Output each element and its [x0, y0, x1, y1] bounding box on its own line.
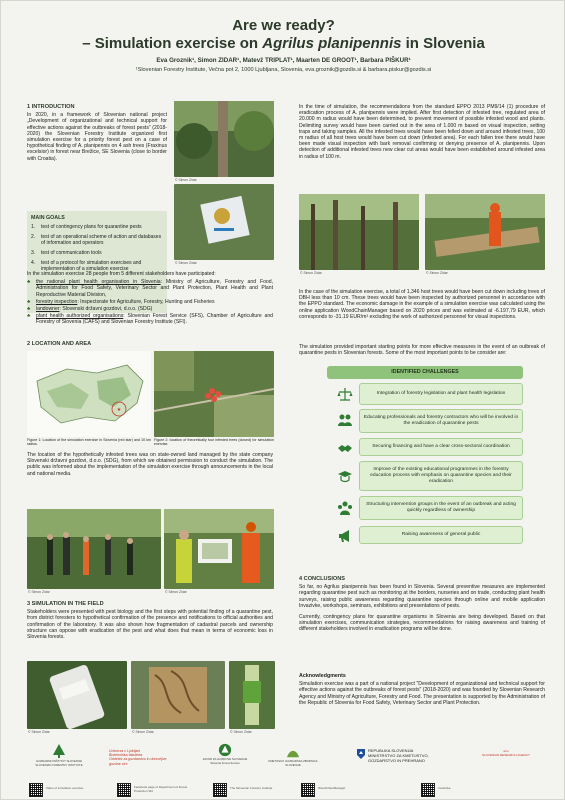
stakeholders-section	[27, 271, 273, 327]
goal-item: 3. test of communication tools	[31, 250, 102, 256]
goal-item: 1. test of contingency plans for quarantine pests	[31, 224, 142, 230]
location-text: The location of the hypothetically infested trees was on state-owned land managed by the state company Slovenski državni gozdovi, d.o.o. (SDG), from which we obtained permission to conduct the simulation. The public was informed about the implementation of the simulation exercise through announcements in the local and national media.	[27, 452, 273, 477]
logo-ministry: REPUBLIKA SLOVENIJA MINISTRSTVO ZA KMETIJSTVO, GOZDARSTVO IN PREHRANO	[357, 749, 447, 763]
affiliation: ¹Slovenian Forestry Institute, Večna pot 2, 1000 Ljubljana, Slovenia, eva.groznik@gozdis.si & barbara.piskur@gozdis.si	[135, 67, 432, 73]
starting-points-paragraph: The simulation provided important starting points for more effective measures in the event of an outbreak of quarantine pests in Slovenian forests. Some of the most important points to be consider are:	[299, 344, 545, 357]
logo-university: Univerza v Ljubljani Biotehniška fakulteta Oddelek za gozdarstvo in obnovljive gozdne vire	[109, 749, 167, 766]
photo-credit: © Simon Zidar	[175, 261, 197, 265]
challenge-item: Securing financing and have a clear cross-sectoral coordination	[359, 438, 523, 456]
zgs-emblem-icon	[218, 743, 232, 757]
stakeholders-lead: In the simulation exercise 28 people from 5 different stakeholders have participated:	[27, 271, 216, 277]
photo-map-discussion	[164, 509, 274, 589]
challenge-item: Integration of forestry legislation and plant health legislation	[359, 383, 523, 405]
qr-label-invazivke: Invazivke	[438, 786, 451, 790]
qr-code-facebook[interactable]	[117, 783, 131, 797]
intro-section	[27, 104, 167, 162]
photo-credit: © Simon Zidar	[165, 590, 187, 594]
stakeholder-item: ♣ landowner: Slovenski državni gozdovi, d.o.o. (SDG)	[27, 306, 153, 313]
poster-title: Are we ready?	[232, 17, 335, 34]
economic-damage-paragraph: In the case of the simulation exercise, a total of 1,346 host trees would have been cut down including trees of DBH less than 10 cm. These trees would have been inspected by authorized personnel in accordance with the EPPO standard. The economic damage in the example of a simulation exercise was calculated using the online application WoodChainManager based on 2020 prices and was estimated at -6.197,79 EUR, which corresponds to -31.19 EUR/m³ excluding the work of authorized personnel for visual inspections.	[299, 289, 545, 320]
svg-text:★: ★	[116, 407, 122, 413]
qr-row	[1, 783, 565, 799]
handshake-icon	[337, 440, 353, 456]
qr-code-woodchain[interactable]	[301, 783, 315, 797]
intro-text: In 2020, in a framework of Slovenian national project „Development of organizational and technical support for effective actions against the outbreaks of forest pests” (2018-2020) the Slovenian Forestry Institute organized first simulation exercise for a priority forest pest on a case of hypothetical finding of A. planipennis on 4 ash trees (Fraxinus excelsior) in forest near Brežice, SE Slovenia (close to border with Croatia).	[27, 112, 167, 162]
photo-credit: © Simon Zidar	[175, 178, 197, 182]
stakeholder-item: ♣ forestry inspection: Inspectorate for Agriculture, Forestry, Hunting and Fisheries	[27, 298, 215, 305]
conclusions-text-2: Currently, contingency plans for quarantine organisms in Slovenia are being developed. Based on that simulation exercises, communication strategies, recommendations for raising awareness and training of different stakeholders involved in eradication programs will be done.	[299, 614, 545, 633]
poster-header	[1, 1, 565, 96]
qr-label-video: Video of simulation exercise	[46, 786, 84, 790]
photo-group-forest	[27, 509, 161, 589]
location-heading: 2 LOCATION AND AREA	[27, 341, 92, 347]
kgzs-emblem-icon	[286, 747, 300, 759]
poster-subtitle	[1, 35, 565, 52]
photo-trap	[229, 661, 275, 729]
map-slovenia	[27, 351, 151, 437]
map-infested-trees	[154, 351, 274, 437]
logo-zgs: ZAVOD ZA GOZDOVE SLOVENIJE Slovenia Forest Service	[197, 743, 253, 765]
scales-icon	[337, 386, 353, 402]
location-heading-wrap	[27, 341, 273, 349]
authors: Eva Groznik¹, Simon ZIDAR¹, Matevž TRIPLAT¹, Maarten DE GROOT¹, Barbara PIŠKUR¹	[156, 57, 411, 64]
conclusions-text-1: So far, no Agrilus planipennis has been found in Slovenia. Several preventive measures are implemented regarding quarantine pest such as monitoring at the borders, nurseries and on trade, conducting plant health surveys, raising public awareness regarding quarantine species through online and mobile application Invazivke, workshops, seminars, exhibitions and presentations of pests.	[299, 584, 545, 609]
photo-felled-tree	[425, 194, 545, 270]
qr-label-sfi: The Slovenian Forestry Institute	[230, 786, 273, 790]
subtitle-suffix: in Slovenia	[401, 35, 485, 52]
main-goals-heading: MAIN GOALS	[31, 215, 65, 221]
subtitle-prefix: – Simulation exercise on	[82, 35, 263, 52]
photo-credit: © Simon Zidar	[132, 730, 154, 734]
photo-credit: © Simon Zidar	[426, 271, 448, 275]
figure2-caption: Figure 2: location of theoretically four infested trees (closed) for simulation exercise.	[154, 438, 274, 447]
goal-item: 2. test of an operational scheme of action and databases of information and operators	[31, 234, 162, 246]
photo-credit: © Simon Zidar	[28, 590, 50, 594]
megaphone-icon	[337, 528, 353, 544]
conclusions-heading: 4 CONCLUSIONS	[299, 576, 345, 582]
qr-label-woodchain: WoodChainManager	[318, 786, 346, 790]
logo-sfi: GOZDARSKI INŠTITUT SLOVENIJE SLOVENIAN FORESTRY INSTITUTE	[31, 743, 87, 767]
acknowledgments-section	[299, 673, 545, 706]
challenge-item: Educating professionals and forestry contractors who will be involved in the eradication of quarantine pests	[359, 409, 523, 433]
stakeholder-item: ♣ the national plant health organisation in Slovenia: Ministry of Agriculture, Forestry and Food, Administration for Food Safety, Veterinary Sector and Plant Protection, Plant Health and Plant Reproductive Material Division,	[27, 279, 273, 298]
conclusions-section	[299, 576, 545, 633]
field-heading: 3 SIMULATION IN THE FIELD	[27, 601, 104, 607]
photo-sample-vial	[27, 661, 127, 729]
photo-credit: © Simon Zidar	[230, 730, 252, 734]
intro-heading: 1 INTRODUCTION	[27, 104, 75, 110]
photo-bark-damage	[131, 661, 225, 729]
eppo-paragraph: In the time of simulation, the recommendations from the standard EPPO 2013 PM9/14 (1) procedure of eradication process of A. planipennis were implied. After first detection of infested tree, regulated area of 20.000 m radius would have been determined, to prevent movement of possible infested wood and plants. Delimiting survey would have been carried out in the area of 1.000 m based on visual inspection, setting traps and taking samples. All the infested trees would have been felled down and around infested trees, 100 m radius of all host trees would have been cut down (infested area). For each fallen tree there would have been made visual inspection with bark removal confirming or denying presence of A. planipennis. Upon detection of additional infested trees new clear cut areas would have been established around infested area in radius of 100 m.	[299, 104, 545, 160]
subtitle-species: Agrilus planipennis	[262, 35, 402, 52]
stakeholder-item: ♣ plant health authorized organisations: Slovenian Forest Service (SFS), Chamber of Agriculture and Forestry of Slovenia (CAFS) and Slovenian Forestry Institute (SFI).	[27, 313, 273, 326]
photo-credit: © Simon Zidar	[300, 271, 322, 275]
photo-trap-card	[174, 184, 274, 260]
field-text: Stakeholders were presented with pest biology and the first steps with potential finding of a quarantine pest, from district foresters to hypothetical confirmation of the presence and notifications to official authorities and confirmation of the laboratory. It was also shown how fragmentation of cadastral parcels and ownership structure can oppose with eradication of the pest and what does that mean in terms of economic loss in Slovenia forests.	[27, 609, 273, 641]
qr-code-sfi[interactable]	[213, 783, 227, 797]
photo-ash-tree	[174, 101, 274, 177]
coat-of-arms-icon	[357, 749, 365, 759]
acknowledgments-text: Simulation exercise was a part of a national project "Development of organizational and technical support for effective actions against the outbreaks of forest pests" (2018-2020) and was founded by Slovenian Research Agency and Ministry of Agriculture, Forestry and Food. The presentation is supported by the Administration of the Republic of Slovenia for Food Safety, Veterinary Sector and Plant Protection.	[299, 681, 545, 706]
goal-item: 4. test of a protocol for simulation exercises and implementation of a simulation exercise	[31, 260, 142, 272]
qr-code-video[interactable]	[29, 783, 43, 797]
logo-arrs: arrs SLOVENIAN RESEARCH AGENCY	[481, 749, 530, 757]
challenge-item: Structuring intervention groups in the event of an outbreak and acting quickly regardless of ownership	[359, 496, 523, 520]
qr-label-facebook: Facebook page of Department of Forest Protection SFI	[134, 785, 188, 793]
group-icon	[337, 500, 353, 516]
qr-code-invazivke[interactable]	[421, 783, 435, 797]
logo-kgzs: KMETIJSKO GOZDARSKA ZBORNICA SLOVENIJE	[263, 747, 323, 767]
challenges-heading: IDENTIFIED CHALLENGES	[327, 366, 523, 379]
challenge-item: Raising awareness of general public	[359, 526, 523, 544]
photo-credit: © Simon Zidar	[28, 730, 50, 734]
acknowledgments-heading: Acknowledgments	[299, 673, 346, 679]
figure1-caption: Figure 1: Location of the simulation exercise in Slovenia (red star) and 10 km radius.	[27, 438, 151, 447]
sfi-tree-icon	[51, 743, 67, 759]
education-icon	[337, 468, 353, 484]
photo-forest-trees	[299, 194, 419, 270]
people-icon	[337, 412, 353, 428]
identified-challenges	[327, 366, 523, 572]
field-section	[27, 601, 273, 640]
challenge-item: Improve of the existing educational programmes in the forestry education process with emphasis on quarantine species and their eradication	[359, 461, 523, 491]
